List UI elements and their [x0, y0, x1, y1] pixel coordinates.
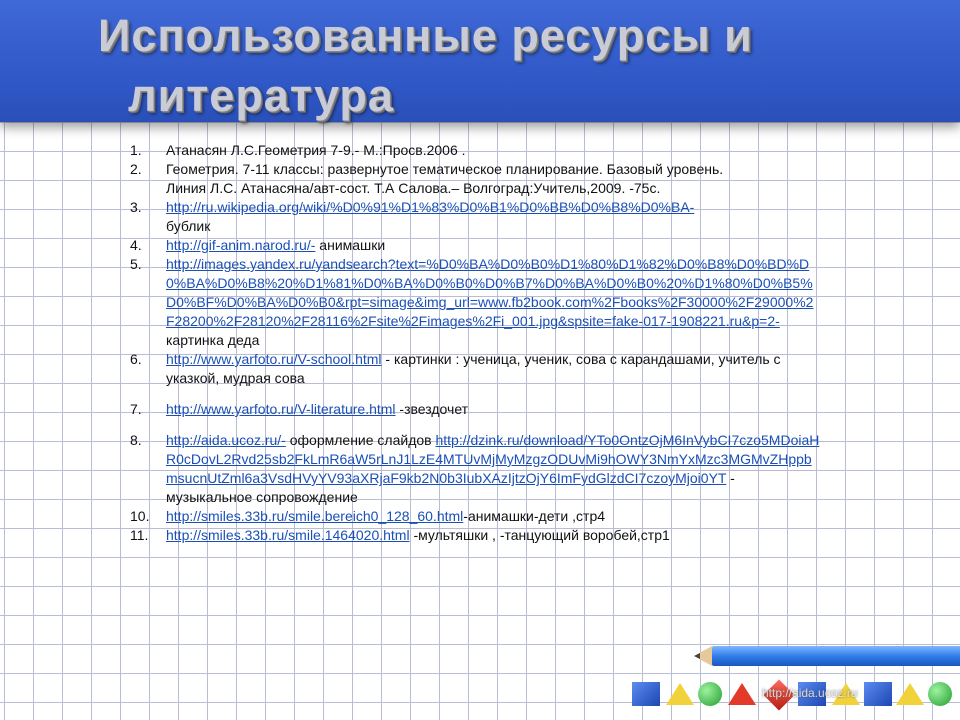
reference-item: 8. http://aida.ucoz.ru/- оформление слайдов http://dzink.ru/download/YTo0OntzOjM6InVybCI7czo5MDoiaHR0cDovL2Rvd25sb2FkLmR6aW5rLnJ1LzE4MTUvMjMyMzgzODUvMi9hOWY3NmYxMzc3MGMvZHppbmsucnUtZml6a3VsdHVyYV93aXRjaF9kb2N0b3IubXAzIjtzOjY6ImFydGlzdCI7czoyMjoi0YT - музыкальное сопровождение — [130, 432, 820, 505]
reference-item: 4. http://gif-anim.narod.ru/- анимашки — [130, 237, 386, 253]
blue-cube-icon — [864, 682, 892, 706]
reference-link[interactable]: http://images.yandex.ru/yandsearch?text=%D0%BA%D0%B0%D1%80%D1%82%D0%B8%D0%BD%D0%BA%D0%B8%20%D1%81%D0%BA%D0%B0%D0%B7%D0%BA%D0%B0%20%D1%80%D0%B5%D0%BF%D0%BA%D0%B0&rpt=simage&img_url=www.fb2book.com%2Fbooks%2F30000%2F29000%2F28200%2F28120%2F28116%2Fsite%2Fimages%2Fi_001.jpg&spsite=fake-017-1908221.ru&p=2- — [166, 256, 814, 329]
reference-item: 6. http://www.yarfoto.ru/V-school.html - картинки : ученица, ученик, сова с карандашами, учитель с указкой, мудрая сова — [130, 351, 781, 386]
watermark-text: http://aida.ucoz.ru — [762, 686, 858, 700]
reference-link[interactable]: http://www.yarfoto.ru/V-school.html — [166, 351, 382, 367]
slide-title — [98, 6, 858, 126]
reference-link[interactable]: http://aida.ucoz.ru/- — [166, 432, 286, 448]
green-ball-icon — [928, 682, 952, 706]
reference-link[interactable]: http://gif-anim.narod.ru/- — [166, 237, 316, 253]
reference-link[interactable]: http://smiles.33b.ru/smile.bereich0_128_60.html — [166, 508, 464, 524]
blue-cube-icon — [632, 682, 660, 706]
green-ball-icon — [698, 682, 722, 706]
slide-title-line1: Использованные ресурсы и — [98, 10, 753, 61]
reference-link[interactable]: http://smiles.33b.ru/smile.1464020.html — [166, 527, 410, 543]
reference-item: 7. http://www.yarfoto.ru/V-literature.html -звездочет — [130, 401, 469, 417]
reference-link[interactable]: http://dzink.ru/download/YTo0OntzOjM6InVybCI7czo5MDoiaHR0cDovL2Rvd25sb2FkLmR6aW5rLnJ1LzE4MTUvMjMyMzgzODUvMi9hOWY3NmYxMzc3MGMvZHppbmsucnUtZml6a3VsdHVyYV93aXRjaF9kb2N0b3IubXAzIjtzOjY6ImFydGlzdCI7czoyMjoi0YT — [166, 432, 820, 486]
reference-item: 5. http://images.yandex.ru/yandsearch?text=%D0%BA%D0%B0%D1%80%D1%82%D0%B8%D0%BD%D0%BA%D0%B8%20%D1%81%D0%BA%D0%B0%D0%B7%D0%BA%D0%B0%20%D1%80%D0%B5%D0%BF%D0%BA%D0%B0&rpt=simage&img_url=www.fb2book.com%2Fbooks%2F30000%2F29000%2F28200%2F28120%2F28116%2Fsite%2Fimages%2Fi_001.jpg&spsite=fake-017-1908221.ru&p=2- картинка деда — [130, 256, 814, 348]
red-triangle-icon — [728, 683, 756, 705]
yellow-triangle-icon — [666, 683, 694, 705]
slide-title-line2: литература — [128, 70, 394, 121]
pencil-icon — [712, 646, 960, 666]
reference-item: 1. Атанасян Л.С.Геометрия 7-9.- М.:Просв.2006 . — [130, 142, 466, 158]
reference-item: 2. Геометрия. 7-11 классы: развернутое тематическое планирование. Базовый уровень. Линия Л.С. Атанасяна/авт-сост. Т.А Салова.– Волгоград:Учитель,2009. -75с. — [130, 161, 724, 196]
reference-list — [130, 141, 820, 545]
yellow-triangle-icon — [896, 683, 924, 705]
reference-link[interactable]: http://www.yarfoto.ru/V-literature.html — [166, 401, 396, 417]
reference-item: 10. http://smiles.33b.ru/smile.bereich0_128_60.html-анимашки-дети ,стр4 — [130, 508, 606, 524]
pencil-lead-icon — [694, 653, 700, 659]
reference-link[interactable]: http://ru.wikipedia.org/wiki/%D0%91%D1%83%D0%B1%D0%BB%D0%B8%D0%BA- — [166, 199, 695, 215]
reference-item: 3. http://ru.wikipedia.org/wiki/%D0%91%D1%83%D0%B1%D0%BB%D0%B8%D0%BA- бублик — [130, 199, 695, 234]
reference-item: 11. http://smiles.33b.ru/smile.1464020.html -мультяшки , -танцующий воробей,стр1 — [130, 527, 670, 543]
